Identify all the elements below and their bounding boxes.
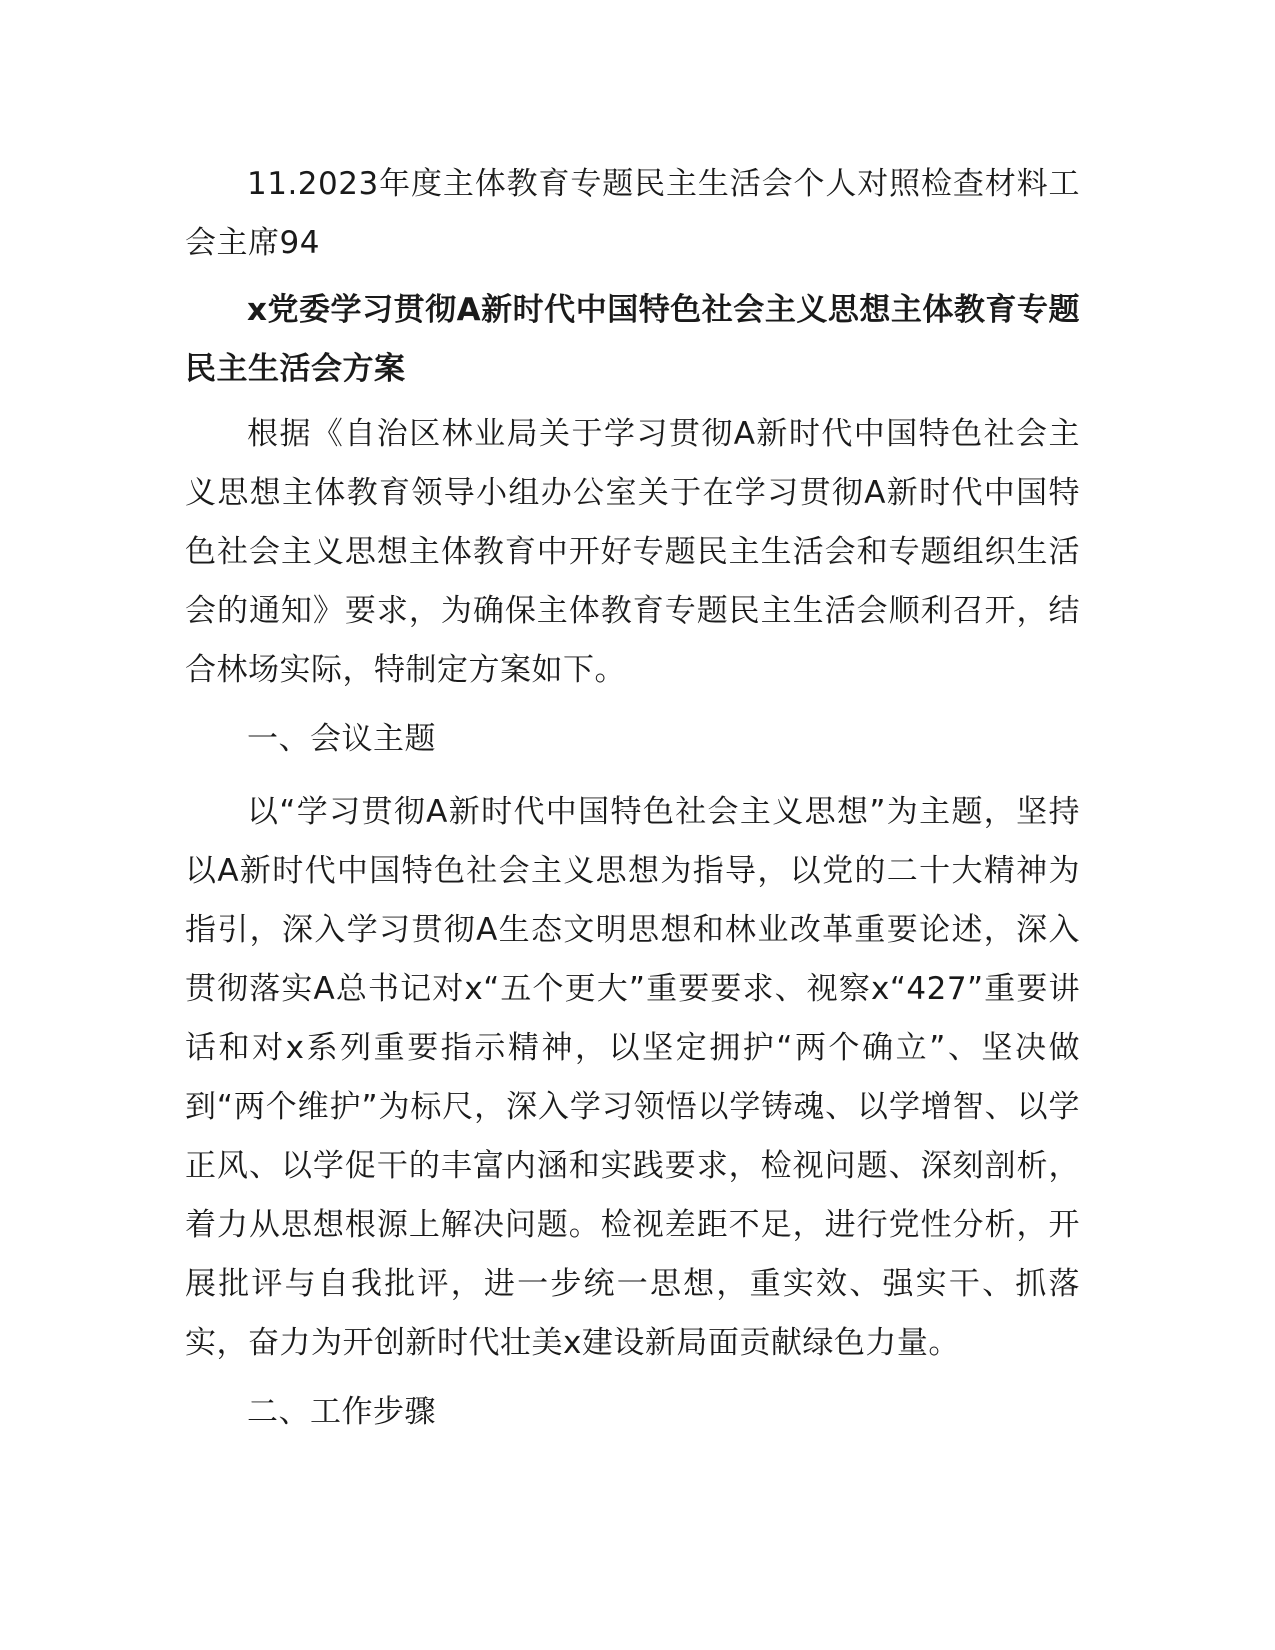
intro-paragraph: 根据《自治区林业局关于学习贯彻A新时代中国特色社会主义思想主体教育领导小组办公室关于在学习贯彻A新时代中国特色社会主义思想主体教育中开好专题民主生活会和专题组织生活会的通知》要求，为确保主体教育专题民主生活会顺利召开，结合林场实际，特制定方案如下。 xyxy=(185,416,1080,688)
document-title: x党委学习贯彻A新时代中国特色社会主义思想主体教育专题民主生活会方案 xyxy=(185,292,1080,387)
section-body-1: 以“学习贯彻A新时代中国特色社会主义思想”为主题，坚持以A新时代中国特色社会主义思想为指导，以党的二十大精神为指引，深入学习贯彻A生态文明思想和林业改革重要论述，深入贯彻落实A总书记对x“五个更大”重要要求、视察x“427”重要讲话和对x系列重要指示精神，以坚定拥护“两个确立”、坚决做到“两个维护”为标尺，深入学习领悟以学铸魂、以学增智、以学正风、以学促干的丰富内涵和实践要求，检视问题、深刻剖析，着力从思想根源上解决问题。检视差距不足，进行党性分析，开展批评与自我批评，进一步统一思想，重实效、强实干、抓落实，奋力为开创新时代壮美x建设新局面贡献绿色力量。 xyxy=(185,794,1080,1361)
toc-line: 11.2023年度主体教育专题民主生活会个人对照检查材料工会主席94 xyxy=(185,166,1080,261)
document-page xyxy=(185,155,1080,1456)
section-heading-1: 一、会议主题 xyxy=(247,721,436,757)
section-heading-2: 二、工作步骤 xyxy=(247,1394,436,1430)
